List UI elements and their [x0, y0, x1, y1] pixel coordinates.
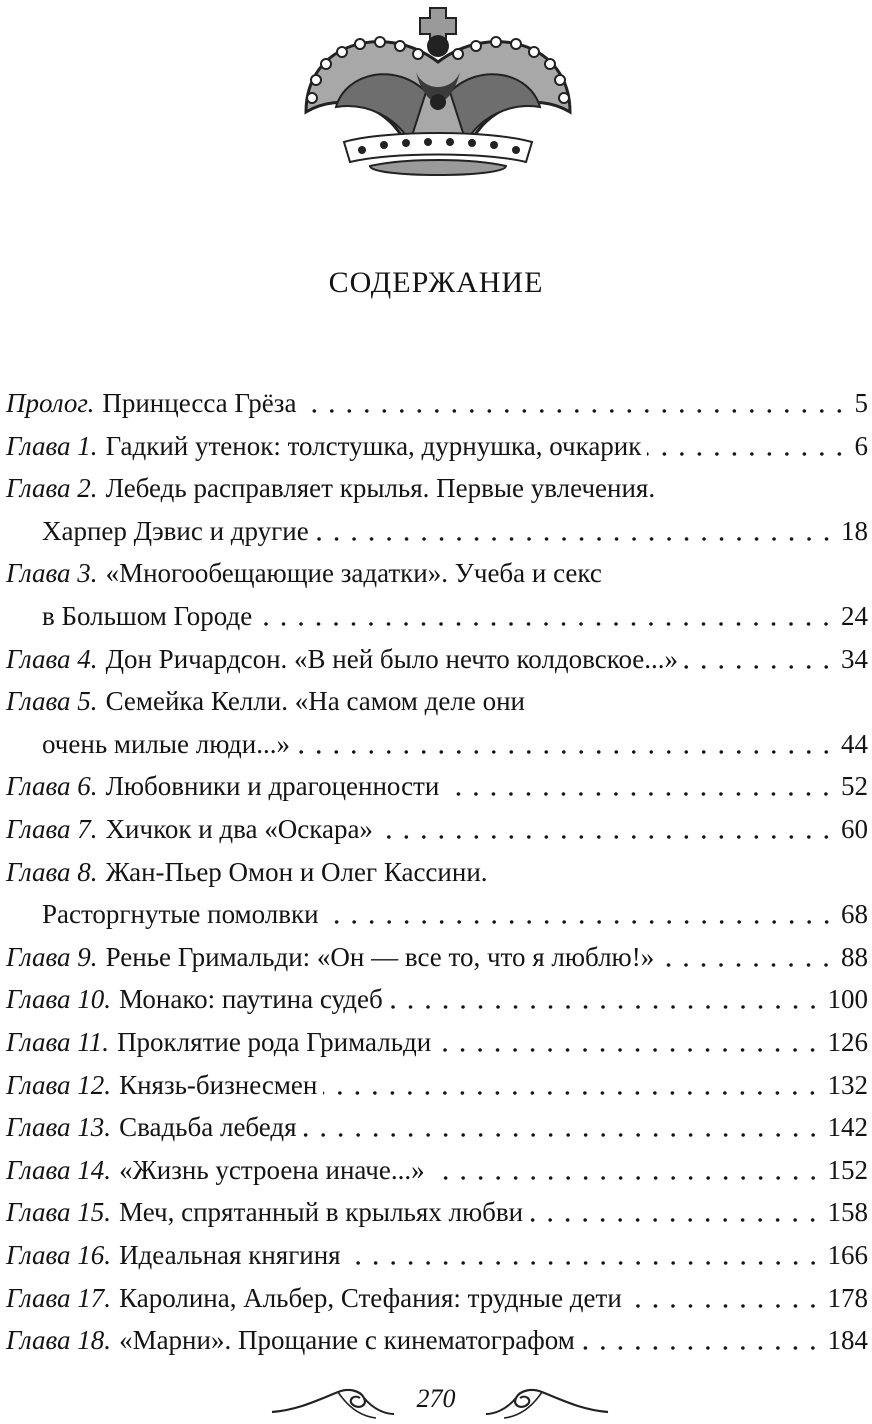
toc-line	[42, 510, 868, 552]
page-ref: 44	[841, 728, 868, 759]
toc-line	[42, 595, 868, 637]
chapter-label: Глава 11.	[6, 1027, 110, 1057]
toc-line	[42, 723, 868, 765]
dot-leader	[684, 665, 835, 669]
chapter-label: Глава 18.	[6, 1325, 112, 1356]
chapter-title: Лебедь расправляет крылья. Первые увлечения.	[105, 473, 656, 504]
chapter-label: Глава 10.	[6, 984, 112, 1015]
chapter-label: Глава 8.	[6, 856, 98, 887]
page-ref: 24	[841, 601, 868, 631]
chapter-title: очень милые люди...»	[42, 728, 290, 759]
page-ref: 178	[827, 1282, 868, 1313]
toc-line	[6, 680, 868, 722]
dot-leader	[660, 963, 835, 967]
page-ref: 132	[827, 1069, 868, 1100]
chapter-title: Князь-бизнесмен	[119, 1069, 318, 1100]
dot-leader	[323, 1091, 821, 1095]
chapter-label: Глава 12.	[6, 1069, 112, 1100]
dot-leader	[647, 452, 848, 456]
page-ref: 152	[827, 1154, 868, 1185]
chapter-label: Глава 6.	[6, 771, 98, 802]
toc-line	[6, 978, 868, 1020]
dot-leader	[431, 1176, 822, 1180]
chapter-title: Хичкок и два «Оскара»	[105, 814, 373, 844]
chapter-title: Идеальная княгиня	[119, 1240, 341, 1270]
dot-leader	[529, 1218, 821, 1222]
chapter-label: Глава 15.	[6, 1197, 112, 1228]
page-ref: 158	[827, 1197, 868, 1228]
crown-icon	[286, 2, 590, 190]
chapter-title: Свадьба лебедя	[119, 1112, 297, 1143]
toc-line	[6, 1191, 868, 1233]
page-ref: 166	[827, 1240, 868, 1270]
toc-line	[6, 808, 868, 850]
page-footer	[0, 1380, 872, 1424]
page-ref: 60	[841, 814, 868, 844]
dot-leader	[379, 835, 835, 839]
page-ref: 68	[841, 899, 868, 930]
dot-leader	[258, 622, 835, 626]
dot-leader	[325, 920, 835, 924]
toc-line	[6, 1021, 868, 1063]
page-ref: 6	[854, 430, 868, 461]
toc-line	[6, 425, 868, 467]
chapter-title: Меч, спрятанный в крыльях любви	[119, 1197, 524, 1228]
chapter-label: Глава 3.	[6, 558, 98, 589]
page-ref: 100	[827, 984, 868, 1015]
chapter-label: Глава 14.	[6, 1154, 112, 1185]
dot-leader	[303, 1133, 822, 1137]
dot-leader	[628, 1304, 822, 1308]
toc-line	[6, 1106, 868, 1148]
toc-line	[6, 1319, 868, 1361]
chapter-label: Глава 2.	[6, 473, 98, 504]
toc-line	[6, 1277, 868, 1319]
chapter-title: Любовники и драгоценности	[105, 771, 440, 802]
chapter-title: Расторгнутые помолвки	[42, 899, 319, 930]
chapter-label: Глава 13.	[6, 1112, 112, 1143]
dot-leader	[296, 750, 835, 754]
chapter-title: Жан-Пьер Омон и Олег Кассини.	[105, 856, 488, 887]
chapter-title: «Многообещающие задатки». Учеба и секс	[105, 558, 602, 589]
dot-leader	[302, 409, 848, 413]
chapter-title: «Жизнь устроена иначе...»	[119, 1154, 425, 1185]
toc-line	[6, 1234, 868, 1276]
toc-line	[6, 552, 868, 594]
page-ref: 88	[841, 941, 868, 972]
toc-line	[6, 936, 868, 978]
contents-heading: СОДЕРЖАНИЕ	[328, 266, 544, 299]
toc-line	[6, 467, 868, 509]
chapter-label: Глава 1.	[6, 430, 98, 461]
toc-line	[42, 893, 868, 935]
toc-line	[6, 1149, 868, 1191]
toc-line	[6, 765, 868, 807]
dot-leader	[437, 1048, 821, 1052]
chapter-label: Пролог.	[6, 388, 95, 418]
page-ref: 184	[827, 1325, 868, 1356]
chapter-title: Монако: паутина судеб	[119, 984, 383, 1015]
chapter-title: «Марни». Прощание с кинематографом	[119, 1325, 575, 1356]
chapter-title: Проклятие рода Гримальди	[117, 1027, 432, 1057]
flourish-right-icon	[482, 1380, 612, 1420]
page-ref: 142	[827, 1112, 868, 1143]
chapter-label: Глава 5.	[6, 686, 98, 717]
dot-leader	[445, 792, 835, 796]
chapter-title: Принцесса Грёза	[102, 388, 297, 418]
chapter-label: Глава 9.	[6, 941, 98, 972]
chapter-title: Ренье Гримальди: «Он — все то, что я люблю!»	[105, 941, 655, 972]
toc-line	[6, 638, 868, 680]
chapter-label: Глава 4.	[6, 643, 98, 674]
dot-leader	[581, 1346, 822, 1350]
page-ref: 18	[841, 515, 868, 546]
chapter-title: в Большом Городе	[42, 601, 253, 631]
dot-leader	[347, 1261, 822, 1265]
page-number: 270	[416, 1384, 456, 1413]
page-ref: 52	[841, 771, 868, 802]
chapter-title: Семейка Келли. «На самом деле они	[105, 686, 525, 717]
dot-leader	[389, 1005, 822, 1009]
chapter-title: Харпер Дэвис и другие	[42, 515, 309, 546]
page-ref: 5	[854, 388, 868, 418]
chapter-label: Глава 17.	[6, 1282, 112, 1313]
page-ref: 126	[827, 1027, 868, 1057]
dot-leader	[315, 537, 835, 541]
chapter-title: Дон Ричардсон. «В ней было нечто колдовское...»	[105, 643, 679, 674]
page-ref: 34	[841, 643, 868, 674]
chapter-label: Глава 7.	[6, 814, 98, 844]
toc-line	[6, 1064, 868, 1106]
chapter-title: Каролина, Альбер, Стефания: трудные дети	[119, 1282, 622, 1313]
toc-line	[6, 851, 868, 893]
chapter-title: Гадкий утенок: толстушка, дурнушка, очкарик	[105, 430, 642, 461]
toc-line	[6, 382, 868, 424]
chapter-label: Глава 16.	[6, 1240, 112, 1270]
